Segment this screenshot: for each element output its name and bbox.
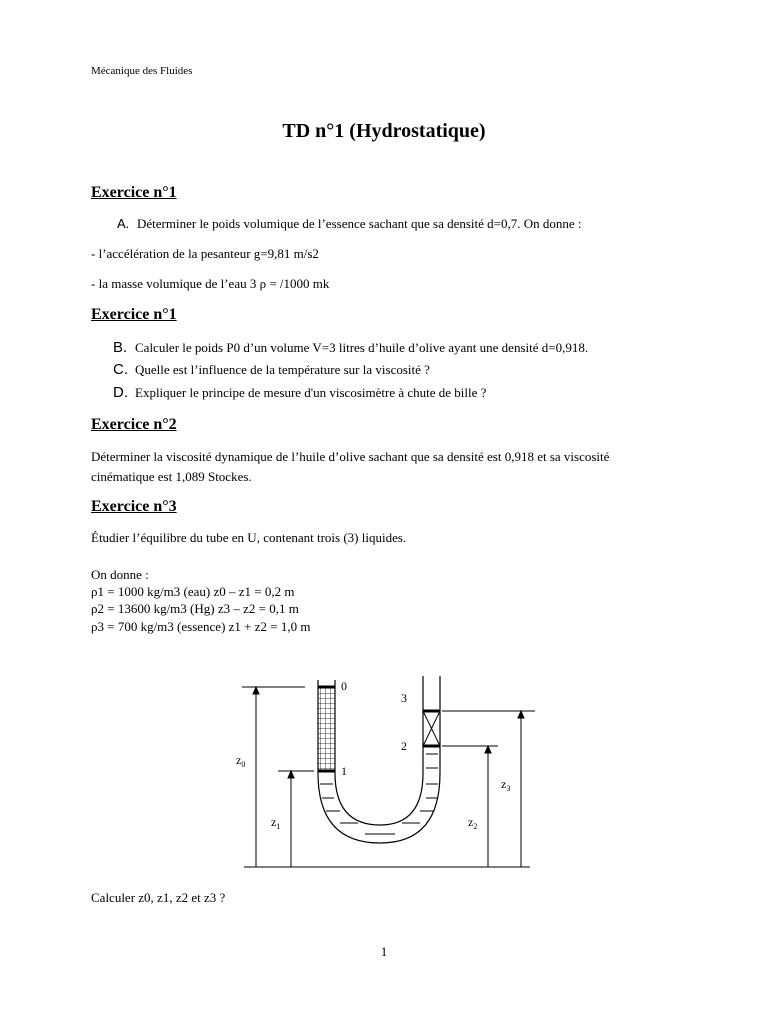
exercise-3-given-line-3: ρ3 = 700 kg/m3 (essence) z1 + z2 = 1,0 m bbox=[91, 619, 311, 634]
page-title: TD n°1 (Hydrostatique) bbox=[282, 120, 486, 142]
label-point-1: 1 bbox=[341, 764, 347, 778]
liquid-3-hatch bbox=[423, 711, 440, 746]
exercise-3-heading: Exercice n°3 bbox=[91, 498, 177, 515]
label-z1: $z_1$ bbox=[271, 815, 281, 831]
exercise-1a-line-1: - l’accélération de la pesanteur g=9,81 m/s2 bbox=[91, 246, 319, 261]
document-header: Mécanique des Fluides bbox=[91, 65, 193, 77]
exercise-1b-item-b bbox=[113, 339, 588, 356]
u-tube-figure bbox=[230, 668, 550, 878]
item-letter-c: C. bbox=[113, 361, 128, 378]
tube-outer-wall bbox=[318, 676, 440, 843]
exercise-1b-item-d bbox=[113, 384, 486, 401]
exercise-3-question: Calculer z0, z1, z2 et z3 ? bbox=[91, 890, 226, 905]
label-z0: $z_0$ bbox=[236, 753, 246, 769]
u-tube-diagram bbox=[230, 668, 550, 873]
exercise-1a-item bbox=[117, 216, 582, 232]
item-text-d: Expliquer le principe de mesure d'un viscosimètre à chute de bille ? bbox=[135, 385, 487, 400]
label-point-3: 3 bbox=[401, 691, 407, 705]
page-number: 1 bbox=[380, 944, 388, 959]
label-point-2: 2 bbox=[401, 739, 407, 753]
item-letter-a: A. bbox=[117, 216, 130, 231]
exercise-1b-heading: Exercice n°1 bbox=[91, 306, 177, 323]
exercise-1a-text: Déterminer le poids volumique de l’essence sachant que sa densité d=0,7. On donne : bbox=[137, 216, 582, 231]
item-text-c: Quelle est l’influence de la température sur la viscosité ? bbox=[135, 362, 430, 377]
exercise-3-intro: Étudier l’équilibre du tube en U, contenant trois (3) liquides. bbox=[91, 530, 407, 545]
label-z3: $z_3$ bbox=[501, 777, 511, 793]
exercise-1a-line-2: - la masse volumique de l’eau 3 ρ = /1000 mk bbox=[91, 276, 330, 291]
exercise-3-given-label: On donne : bbox=[91, 567, 149, 582]
item-letter-d: D. bbox=[113, 384, 128, 401]
liquid-1-column bbox=[318, 686, 335, 770]
label-point-0: 0 bbox=[341, 679, 347, 693]
exercise-1b-item-c bbox=[113, 361, 430, 378]
exercise-3-given-line-2: ρ2 = 13600 kg/m3 (Hg) z3 – z2 = 0,1 m bbox=[91, 601, 299, 616]
exercise-1a-heading: Exercice n°1 bbox=[91, 184, 177, 201]
tube-inner-wall bbox=[335, 676, 423, 825]
item-text-b: Calculer le poids P0 d’un volume V=3 litres d’huile d’olive ayant une densité d=0,918. bbox=[135, 340, 589, 355]
exercise-3-given-line-1: ρ1 = 1000 kg/m3 (eau) z0 – z1 = 0,2 m bbox=[91, 584, 295, 599]
label-z2: $z_2$ bbox=[468, 815, 478, 831]
exercise-2-text: Déterminer la viscosité dynamique de l’huile d’olive sachant que sa densité est 0,918 et sa viscosité cinématique est 1,089 Stockes. bbox=[91, 449, 610, 484]
dimension-arrows bbox=[253, 687, 524, 867]
exercise-2-heading: Exercice n°2 bbox=[91, 416, 177, 433]
item-letter-b: B. bbox=[113, 339, 128, 356]
